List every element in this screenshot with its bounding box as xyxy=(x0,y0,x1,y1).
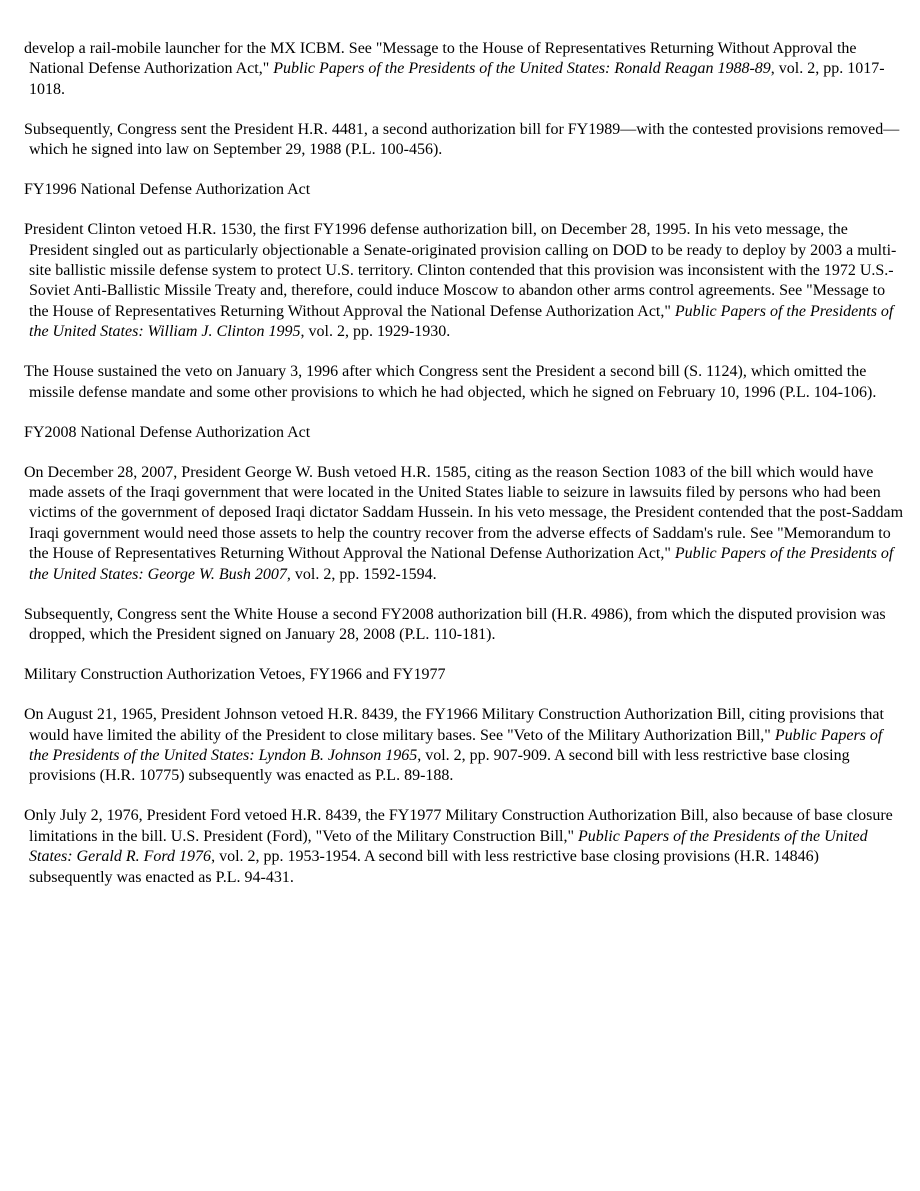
section-heading xyxy=(24,665,904,685)
paragraph-text: Only July 2, 1976, President Ford vetoed H.R. 8439, the FY1977 Military Construction Authorization Bill, also because of base closure limitations in the bill. U.S. President (Ford), "Veto of the Military Construction Bill," xyxy=(24,807,893,845)
body-paragraph xyxy=(24,806,904,888)
paragraph-text: The House sustained the veto on January 3, 1996 after which Congress sent the President a second bill (S. 1124), which omitted the missile defense mandate and some other provisions to which he had objected, which he signed on February 10, 1996 (P.L. 104-106). xyxy=(24,363,877,401)
paragraph-text: Military Construction Authorization Vetoes, FY1966 and FY1977 xyxy=(24,666,446,684)
paragraph-text: Subsequently, Congress sent the President H.R. 4481, a second authorization bill for FY1989—with the contested provisions removed—which he signed into law on September 29, 1988 (P.L. 100-456). xyxy=(24,120,900,159)
body-paragraph xyxy=(24,39,904,100)
paragraph-text: FY2008 National Defense Authorization Act xyxy=(24,423,311,441)
paragraph-text: FY1996 National Defense Authorization Act xyxy=(24,181,311,199)
citation-title: Public Papers of the Presidents of the United States: William J. Clinton 1995 xyxy=(29,302,894,341)
body-paragraph xyxy=(24,220,904,342)
citation-title: Public Papers of the Presidents of the United States: George W. Bush 2007 xyxy=(29,545,894,583)
section-heading xyxy=(24,423,904,443)
paragraph-text: , vol. 2, pp. 1592-1594. xyxy=(286,565,437,583)
body-paragraph xyxy=(24,120,904,161)
body-paragraph xyxy=(24,605,904,646)
body-paragraph xyxy=(24,705,904,787)
paragraph-text: , vol. 2, pp. 1017-1018. xyxy=(29,60,885,98)
citation-title: Public Papers of the Presidents of the United States: Gerald R. Ford 1976 xyxy=(29,827,868,866)
body-paragraph xyxy=(24,463,904,585)
paragraph-text: develop a rail-mobile launcher for the MX ICBM. See "Message to the House of Representatives Returning Without Approval the National Defense Authorization Act," xyxy=(24,40,857,78)
paragraph-text: On December 28, 2007, President George W. Bush vetoed H.R. 1585, citing as the reason Section 1083 of the bill which would have made assets of the Iraqi government that were located in the United States liable to seizure in lawsuits filed by persons who had been victims of the government of deposed Iraqi dictator Saddam Hussein. In his veto message, the President contended that the post-Saddam Iraqi government would need those assets to help the country recover from the adverse effects of Saddam's rule. See "Memorandum to the House of Representatives Returning Without Approval the National Defense Authorization Act," xyxy=(24,463,904,563)
section-heading xyxy=(24,180,904,200)
paragraph-text: President Clinton vetoed H.R. 1530, the first FY1996 defense authorization bill, on December 28, 1995. In his veto message, the President singled out as particularly objectionable a Senate-originated provision calling on DOD to be ready to deploy by 2003 a multi-site ballistic missile defense system to protect U.S. territory. Clinton contended that this provision was inconsistent with the 1972 U.S.-Soviet Anti-Ballistic Missile Treaty and, therefore, could induce Moscow to abandon other arms control agreements. See "Message to the House of Representatives Returning Without Approval the National Defense Authorization Act," xyxy=(24,221,897,320)
paragraph-text: On August 21, 1965, President Johnson vetoed H.R. 8439, the FY1966 Military Construction Authorization Bill, citing provisions that would have limited the ability of the President to close military bases. See "Veto of the Military Authorization Bill," xyxy=(24,706,884,744)
paragraph-text: Subsequently, Congress sent the White House a second FY2008 authorization bill (H.R. 4986), from which the disputed provision was dropped, which the President signed on January 28, 2008 (P.L. 110-181). xyxy=(24,605,886,644)
citation-title: Public Papers of the Presidents of the United States: Lyndon B. Johnson 1965 xyxy=(29,726,883,764)
paragraph-text: , vol. 2, pp. 1929-1930. xyxy=(300,323,451,341)
paragraph-text: , vol. 2, pp. 1953-1954. A second bill with less restrictive base closing provisions (H.R. 14846) subsequently was enacted as P.L. 94-431. xyxy=(29,848,820,886)
body-paragraph xyxy=(24,362,904,403)
document-page xyxy=(24,39,904,908)
citation-title: Public Papers of the Presidents of the United States: Ronald Reagan 1988-89 xyxy=(273,60,771,78)
paragraph-text: , vol. 2, pp. 907-909. A second bill with less restrictive base closing provisions (H.R. 10775) subsequently was enacted as P.L. 89-188. xyxy=(29,746,850,785)
